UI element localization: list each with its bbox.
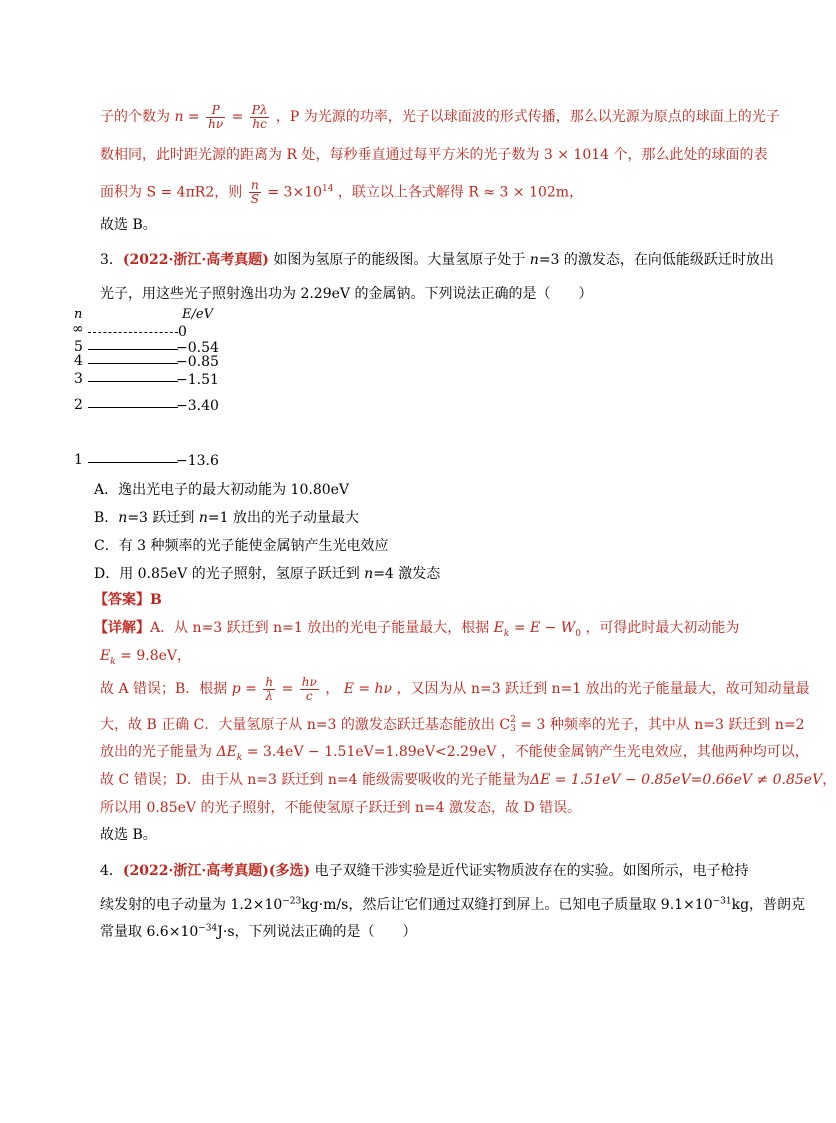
level-e-4: −0.85 xyxy=(176,354,219,370)
q3-detail-line-1: 【详解】A．从 n=3 跃迁到 n=1 放出的光电子能量最大，根据 $E_k = E - W_0$ ，可得此时最大初动能为 xyxy=(94,620,740,639)
energy-level-diagram xyxy=(70,305,250,475)
level-e-3: −1.51 xyxy=(176,372,219,388)
level-n-3: 3 xyxy=(74,371,83,387)
q3-option-b: B．n=3 跃迁到 n=1 放出的光子动量最大 xyxy=(94,510,359,526)
q3-answer: 【答案】B xyxy=(94,592,162,608)
q3-detail-line-5: 放出的光子能量为 $\Delta E_k = 3.4eV - 1.51eV=1.89eV<2.29eV$ ，不能使金属钠产生光电效应，其他两种均可以， xyxy=(100,744,809,763)
q4-multi-tag: (多选) xyxy=(268,863,311,879)
level-n-5: 5 xyxy=(74,339,83,355)
q3-option-a: A．逸出光电子的最大初动能为 10.80eV xyxy=(94,482,350,498)
q3-detail-line-3: 故 A 错误；B．根据 p = $\frac{h}{\lambda}$ = $\frac{h\nu}{c}$ ， E = hν ，又因为从 n=3 跃迁到 n=1 放出的光子能量最大，故可知动量最 xyxy=(100,674,810,703)
fraction-p-hv: $\frac{P}{h\nu}$ xyxy=(208,102,224,131)
q3-source-tag: (2022·浙江·高考真题) xyxy=(122,252,269,268)
q4-source-tag: (2022·浙江·高考真题) xyxy=(122,863,269,879)
level-e-2: −3.40 xyxy=(176,398,219,414)
q3-choose-b: 故选 B。 xyxy=(100,827,157,843)
level-line-4 xyxy=(88,363,178,364)
level-line-infinity xyxy=(88,332,178,333)
q3-detail-line-7: 所以用 0.85eV 的光子照射，不能使氢原子跃迁到 n=4 激发态，故 D 错误。 xyxy=(100,800,582,816)
q3-stem-line-1: 3．(2022·浙江·高考真题) 如图为氢原子的能级图。大量氢原子处于 n=3 的激发态，在向低能级跃迁时放出 xyxy=(100,252,774,268)
level-n-1: 1 xyxy=(74,452,83,468)
q3-stem-line-2: 光子，用这些光子照射逸出功为 2.29eV 的金属钠。下列说法正确的是（ ） xyxy=(100,286,593,302)
fraction-hv-c: $\frac{h\nu}{c}$ xyxy=(301,674,317,703)
prev-choose-b: 故选 B。 xyxy=(100,217,157,233)
fraction-n-s: $\frac{n}{S}$ xyxy=(250,178,259,207)
fraction-plambda-hc: $\frac{P\lambda}{hc}$ xyxy=(251,102,268,131)
diagram-n-label: n xyxy=(74,307,83,322)
prev-line-3: 面积为 S = 4πR2，则 $\frac{n}{S}$ = $3\times 10^{14}$ ，联立以上各式解得 R ≈ 3 × 102m， xyxy=(100,178,584,207)
level-e-infinity: 0 xyxy=(178,324,187,340)
fraction-h-lambda: $\frac{h}{\lambda}$ xyxy=(265,674,274,703)
level-n-4: 4 xyxy=(74,353,83,369)
level-line-1 xyxy=(88,462,178,463)
level-n-2: 2 xyxy=(74,397,83,413)
diagram-e-label: E/eV xyxy=(182,307,213,322)
q4-stem-line-3: 常量取 $6.6\times 10^{-34}J\cdot s$，下列说法正确的是（ ） xyxy=(100,923,417,940)
level-e-1: −13.6 xyxy=(176,453,219,469)
level-line-2 xyxy=(88,407,178,408)
q3-detail-line-4: 大，故 B 正确 C．大量氢原子从 n=3 的激发态跃迁基态能放出 C 2 3 = 3 种频率的光子，其中从 n=3 跃迁到 n=2 xyxy=(100,715,805,734)
prev-line-2: 数相同，此时距光源的距离为 R 处，每秒垂直通过每平方米的光子数为 3 × 1014 个，那么此处的球面的表 xyxy=(100,147,768,163)
level-line-5 xyxy=(88,349,178,350)
q3-detail-line-2: $E_k = 9.8eV$， xyxy=(100,648,191,667)
level-e-5: −0.54 xyxy=(176,340,219,356)
q3-option-d: D．用 0.85eV 的光子照射，氢原子跃迁到 n=4 激发态 xyxy=(94,566,441,582)
level-n-infinity: ∞ xyxy=(72,321,84,337)
q4-stem-line-2: 续发射的电子动量为 $1.2\times 10^{-23}kg\cdot m/s$，然后让它们通过双缝打到屏上。已知电子质量取 $9.1\times 10^{-31}kg$，普朗克 xyxy=(100,896,806,913)
prev-line-1: 子的个数为 n = $\frac{P}{h\nu}$ = $\frac{P\lambda}{hc}$ ，P 为光源的功率，光子以球面波的形式传播，那么以光源为原点的球面上的光子 xyxy=(100,102,780,131)
level-line-3 xyxy=(88,381,178,382)
q3-option-c: C．有 3 种频率的光子能使金属钠产生光电效应 xyxy=(94,538,389,554)
q4-stem-line-1: 4．(2022·浙江·高考真题)(多选) 电子双缝干涉实验是近代证实物质波存在的实验。如图所示，电子枪持 xyxy=(100,863,749,879)
q3-detail-line-6: 故 C 错误；D．由于从 n=3 跃迁到 n=4 能级需要吸收的光子能量为ΔE = 1.51eV − 0.85eV=0.66eV ≠ 0.85eV， xyxy=(100,772,836,788)
